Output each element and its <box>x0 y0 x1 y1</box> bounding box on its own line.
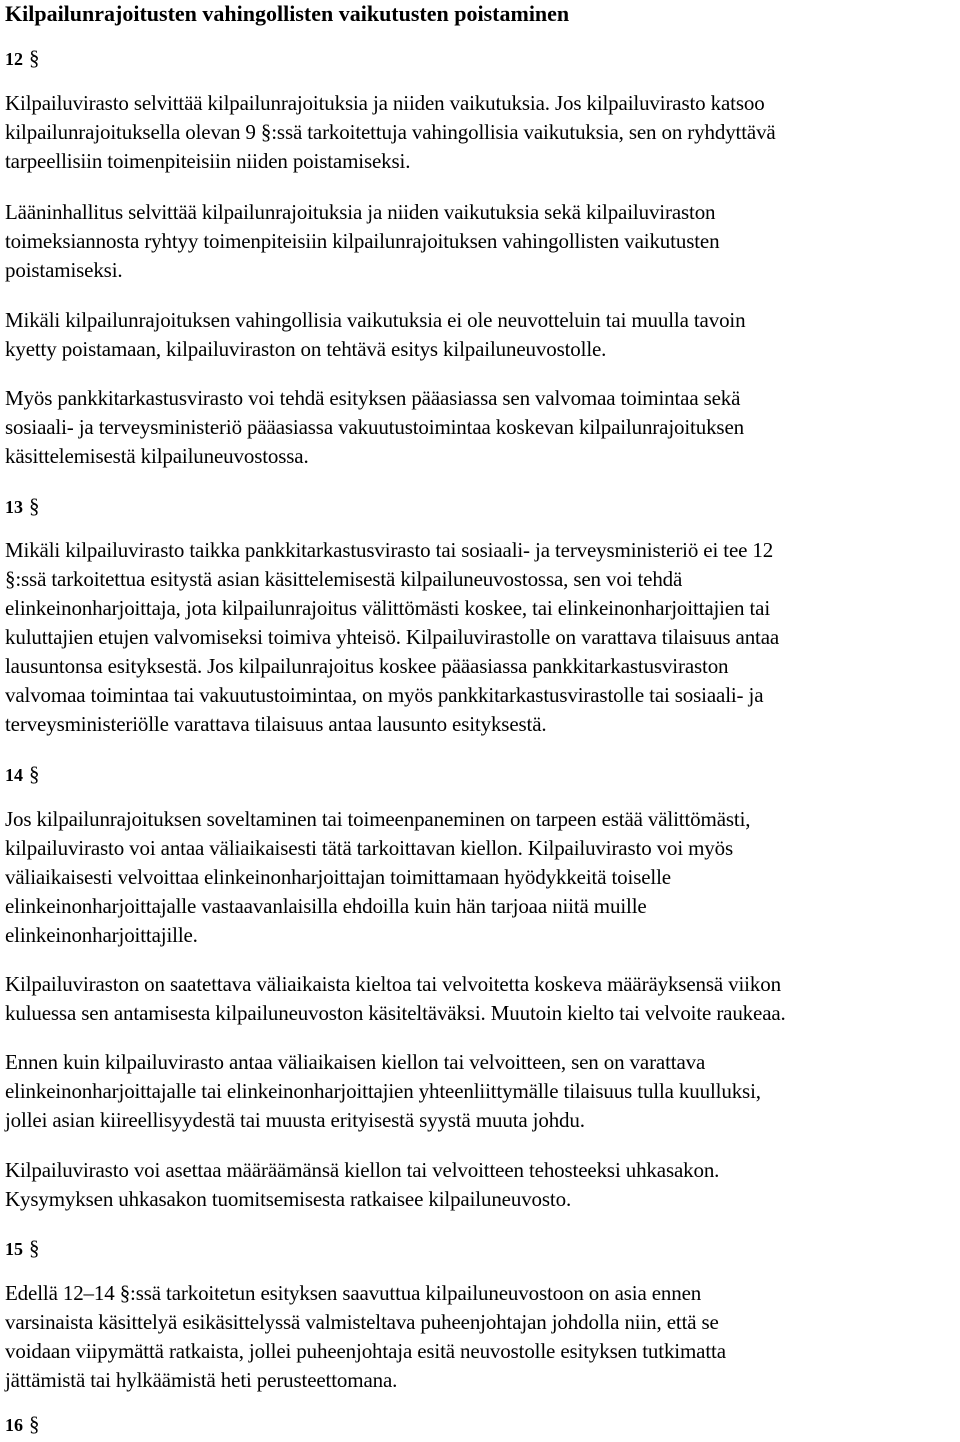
section-symbol: § <box>29 762 40 786</box>
text-line: toimeksiannosta ryhtyy toimenpiteisiin kilpailunrajoituksen vahingollisten vaikutusten <box>5 229 720 253</box>
text-line: Lääninhallitus selvittää kilpailunrajoituksia ja niiden vaikutuksia sekä kilpailuviraston <box>5 200 716 224</box>
paragraph <box>5 1048 761 1135</box>
section-heading-16 <box>5 1412 40 1437</box>
text-line: Edellä 12–14 §:ssä tarkoitetun esityksen saavuttua kilpailuneuvostoon on asia ennen <box>5 1281 702 1305</box>
text-line: Kysymyksen uhkasakon tuomitsemisesta ratkaisee kilpailuneuvosto. <box>5 1187 572 1211</box>
section-heading-14 <box>5 762 40 787</box>
text-line: väliaikaisesti velvoittaa elinkeinonharjoittajan toimittamaan hyödykkeitä toiselle <box>5 865 671 889</box>
paragraph <box>5 198 719 285</box>
paragraph <box>5 1279 726 1395</box>
paragraph <box>5 1156 719 1214</box>
section-symbol: § <box>29 46 40 70</box>
section-symbol: § <box>29 1412 40 1436</box>
text-line: Jos kilpailunrajoituksen soveltaminen tai toimeenpaneminen on tarpeen estää välittömästi, <box>5 807 751 831</box>
text-line: tarpeellisiin toimenpiteisiin niiden poistamiseksi. <box>5 149 411 173</box>
paragraph <box>5 89 776 176</box>
paragraph <box>5 536 779 739</box>
section-symbol: § <box>29 1236 40 1260</box>
text-line: käsittelemisestä kilpailuneuvostossa. <box>5 444 309 468</box>
text-line: Myös pankkitarkastusvirasto voi tehdä esityksen pääasiassa sen valvomaa toimintaa sekä <box>5 386 741 410</box>
text-line: valvomaa toimintaa tai vakuutustoimintaa, on myös pankkitarkastusvirastolle tai sosiaali- ja <box>5 683 764 707</box>
section-heading-13 <box>5 494 40 519</box>
text-line: Ennen kuin kilpailuvirasto antaa väliaikaisen kiellon tai velvoitteen, sen on varattava <box>5 1050 706 1074</box>
text-line: elinkeinonharjoittaja, jota kilpailunrajoitus välittömästi koskee, tai elinkeinonharjoittajien tai <box>5 596 771 620</box>
paragraph <box>5 306 745 364</box>
section-number: 13 <box>5 497 23 517</box>
text-line: terveysministeriölle varattava tilaisuus antaa lausunto esityksestä. <box>5 712 547 736</box>
text-line: §:ssä tarkoitettua esitystä asian käsittelemisestä kilpailuneuvostossa, sen voi tehdä <box>5 567 683 591</box>
section-heading-12 <box>5 46 40 71</box>
paragraph <box>5 970 786 1028</box>
paragraph <box>5 384 744 471</box>
text-line: elinkeinonharjoittajalle vastaavanlaisilla ehdoilla kuin hän tarjoaa niitä muille <box>5 894 647 918</box>
text-line: sosiaali- ja terveysministeriö pääasiassa vakuutustoimintaa koskevan kilpailunrajoituksen <box>5 415 744 439</box>
section-number: 14 <box>5 765 23 785</box>
text-line: poistamiseksi. <box>5 258 123 282</box>
document-title: Kilpailunrajoitusten vahingollisten vaikutusten poistaminen <box>5 1 570 26</box>
text-line: elinkeinonharjoittajille. <box>5 923 198 947</box>
text-line: jättämistä tai hylkäämistä heti perusteettomana. <box>5 1368 398 1392</box>
text-line: Mikäli kilpailuvirasto taikka pankkitarkastusvirasto tai sosiaali- ja terveysministeriö ei tee 12 <box>5 538 774 562</box>
text-line: Kilpailuvirasto selvittää kilpailunrajoituksia ja niiden vaikutuksia. Jos kilpailuvirasto katsoo <box>5 91 765 115</box>
section-number: 12 <box>5 49 23 69</box>
text-line: Mikäli kilpailunrajoituksen vahingollisia vaikutuksia ei ole neuvotteluin tai muulla tavoin <box>5 308 746 332</box>
section-heading-15 <box>5 1236 40 1261</box>
text-line: kilpailuvirasto voi antaa väliaikaisesti tätä tarkoittavan kiellon. Kilpailuvirasto voi myös <box>5 836 734 860</box>
text-line: Kilpailuviraston on saatettava väliaikaista kieltoa tai velvoitetta koskeva määräyksensä viikon <box>5 972 781 996</box>
text-line: elinkeinonharjoittajalle tai elinkeinonharjoittajien yhteenliittymälle tilaisuus tulla kuulluksi, <box>5 1079 761 1103</box>
text-line: kuluessa sen antamisesta kilpailuneuvoston käsiteltäväksi. Muutoin kielto tai velvoite raukeaa. <box>5 1001 786 1025</box>
text-line: kyetty poistamaan, kilpailuviraston on tehtävä esitys kilpailuneuvostolle. <box>5 337 607 361</box>
text-line: kuluttajien etujen valvomiseksi toimiva yhteisö. Kilpailuvirastolle on varattava tilaisuus antaa <box>5 625 780 649</box>
text-line: lausuntonsa esityksestä. Jos kilpailunrajoitus koskee pääasiassa pankkitarkastusviraston <box>5 654 729 678</box>
section-number: 15 <box>5 1239 23 1259</box>
text-line: Kilpailuvirasto voi asettaa määräämänsä kiellon tai velvoitteen tehosteeksi uhkasakon. <box>5 1158 720 1182</box>
paragraph <box>5 805 750 950</box>
section-symbol: § <box>29 494 40 518</box>
text-line: voidaan viipymättä ratkaista, jollei puheenjohtaja esitä neuvostolle esityksen tutkimatta <box>5 1339 726 1363</box>
section-number: 16 <box>5 1415 23 1435</box>
text-line: jollei asian kiireellisyydestä tai muusta erityisestä syystä muuta johdu. <box>5 1108 585 1132</box>
text-line: varsinaista käsittelyä esikäsittelyssä valmisteltava puheenjohtajan johdolla niin, että se <box>5 1310 719 1334</box>
text-line: kilpailunrajoituksella olevan 9 §:ssä tarkoitettuja vahingollisia vaikutuksia, sen on ryhdyttävä <box>5 120 776 144</box>
